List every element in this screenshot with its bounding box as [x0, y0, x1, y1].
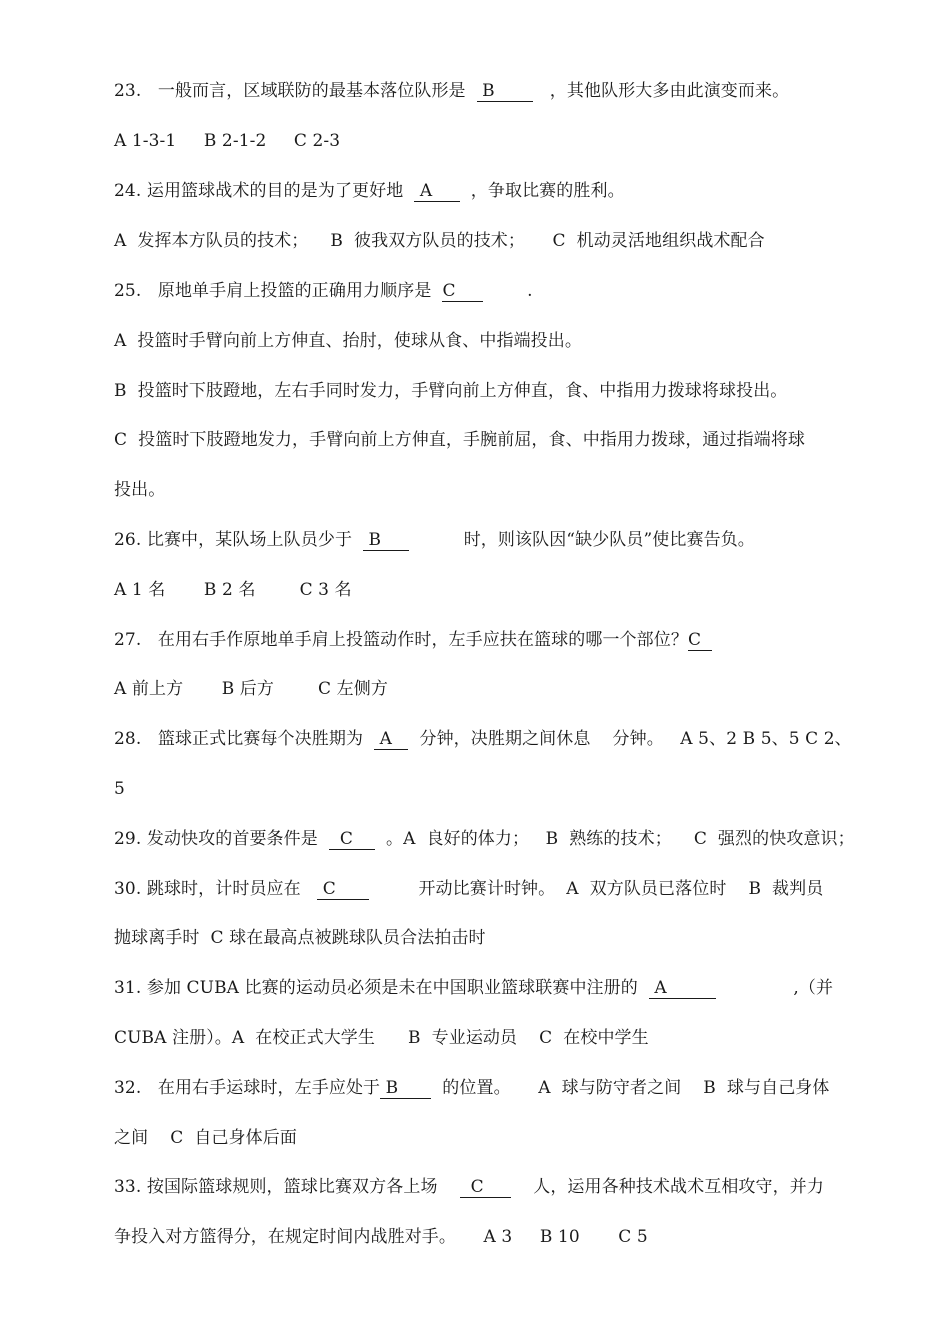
line-text: 27. 在用右手作原地单手肩上投篮动作时，左手应扶在篮球的哪一个部位？	[114, 630, 688, 650]
line-text: A 1-3-1 B 2-1-2 C 2-3	[114, 131, 341, 151]
line-text: 之间 C 自己身体后面	[114, 1128, 297, 1148]
line-text: 24. 运用篮球战术的目的是为了更好地	[114, 181, 415, 201]
line-text: 分钟，决胜期之间休息 分钟。 A 5、2 B 5、5 C 2、	[408, 729, 852, 749]
line-text: A 发挥本方队员的技术； B 彼我双方队员的技术； C 机动灵活地组织战术配合	[114, 231, 765, 251]
line-text: .	[483, 281, 533, 301]
line-text: 28. 篮球正式比赛每个决胜期为	[114, 729, 375, 749]
text-line	[114, 976, 833, 1000]
line-text: 。A 良好的体力； B 熟练的技术； C 强烈的快攻意识；	[375, 829, 855, 849]
text-line	[114, 1175, 824, 1199]
line-text: 32. 在用右手运球时，左手应处于	[114, 1078, 381, 1098]
answer-blank: B	[476, 81, 534, 101]
text-line	[114, 229, 765, 253]
text-line	[114, 1076, 830, 1100]
line-text: 25. 原地单手肩上投篮的正确用力顺序是	[114, 281, 443, 301]
text-line	[114, 478, 165, 502]
line-text: 抛球离手时 C 球在最高点被跳球队员合法拍击时	[114, 928, 486, 948]
line-text: C 投篮时下肢蹬地发力，手臂向前上方伸直，手腕前屈，食、中指用力拨球，通过指端将球	[114, 430, 806, 450]
answer-blank: B	[380, 1078, 432, 1098]
answer-blank: C	[687, 630, 713, 650]
line-text: 的位置。 A 球与防守者之间 B 球与自己身体	[431, 1078, 830, 1098]
text-line	[114, 1026, 649, 1050]
text-line	[114, 628, 712, 652]
text-line	[114, 329, 582, 353]
answer-blank: C	[317, 879, 369, 899]
line-text: A 前上方 B 后方 C 左侧方	[114, 679, 388, 699]
text-line	[114, 827, 855, 851]
line-text: 26. 比赛中，某队场上队员少于	[114, 530, 364, 550]
text-line	[114, 528, 755, 552]
line-text: 30. 跳球时，计时员应在	[114, 879, 318, 899]
text-line	[114, 1126, 297, 1150]
line-text: CUBA 注册）。A 在校正式大学生 B 专业运动员 C 在校中学生	[114, 1028, 649, 1048]
line-text: 争投入对方篮得分，在规定时间内战胜对手。 A 3 B 10 C 5	[114, 1227, 648, 1247]
line-text: 人，运用各种技术战术互相攻守，并力	[511, 1177, 824, 1197]
answer-blank: A	[648, 978, 717, 998]
text-line	[114, 877, 823, 901]
line-text: 23. 一般而言，区域联防的最基本落位队形是	[114, 81, 477, 101]
text-line	[114, 428, 805, 452]
text-line	[114, 79, 789, 103]
answer-blank: C	[459, 1177, 512, 1197]
line-text: 5	[114, 779, 125, 799]
line-text: ，争取比赛的胜利。	[459, 181, 625, 201]
text-line	[114, 926, 486, 950]
line-text: A 1 名 B 2 名 C 3 名	[114, 580, 352, 600]
text-line	[114, 179, 625, 203]
answer-blank: A	[374, 729, 409, 749]
text-line	[114, 578, 352, 602]
answer-blank: C	[328, 829, 375, 849]
line-text: B 投篮时下肢蹬地，左右手同时发力，手臂向前上方伸直，食、中指用力拨球将球投出。	[114, 381, 788, 401]
answer-blank: B	[363, 530, 409, 550]
line-text: 开动比赛计时钟。 A 双方队员已落位时 B 裁判员	[368, 879, 824, 899]
answer-blank: C	[442, 281, 484, 301]
text-line	[114, 677, 388, 701]
text-line	[114, 727, 852, 751]
line-text: 33. 按国际篮球规则，篮球比赛双方各上场	[114, 1177, 460, 1197]
line-text: 29. 发动快攻的首要条件是	[114, 829, 329, 849]
line-text: ，其他队形大多由此演变而来。	[533, 81, 790, 101]
line-text: A 投篮时手臂向前上方伸直、抬肘，使球从食、中指端投出。	[114, 331, 582, 351]
line-text: 时，则该队因“缺少队员”使比赛告负。	[408, 530, 755, 550]
line-text: ,（并	[716, 978, 834, 998]
line-text: 投出。	[114, 480, 166, 500]
text-line	[114, 1225, 648, 1249]
text-line	[114, 279, 533, 303]
answer-blank: A	[414, 181, 460, 201]
text-line	[114, 777, 125, 801]
line-text: 31. 参加 CUBA 比赛的运动员必须是未在中国职业篮球联赛中注册的	[114, 978, 649, 998]
text-line	[114, 379, 787, 403]
text-line	[114, 129, 340, 153]
